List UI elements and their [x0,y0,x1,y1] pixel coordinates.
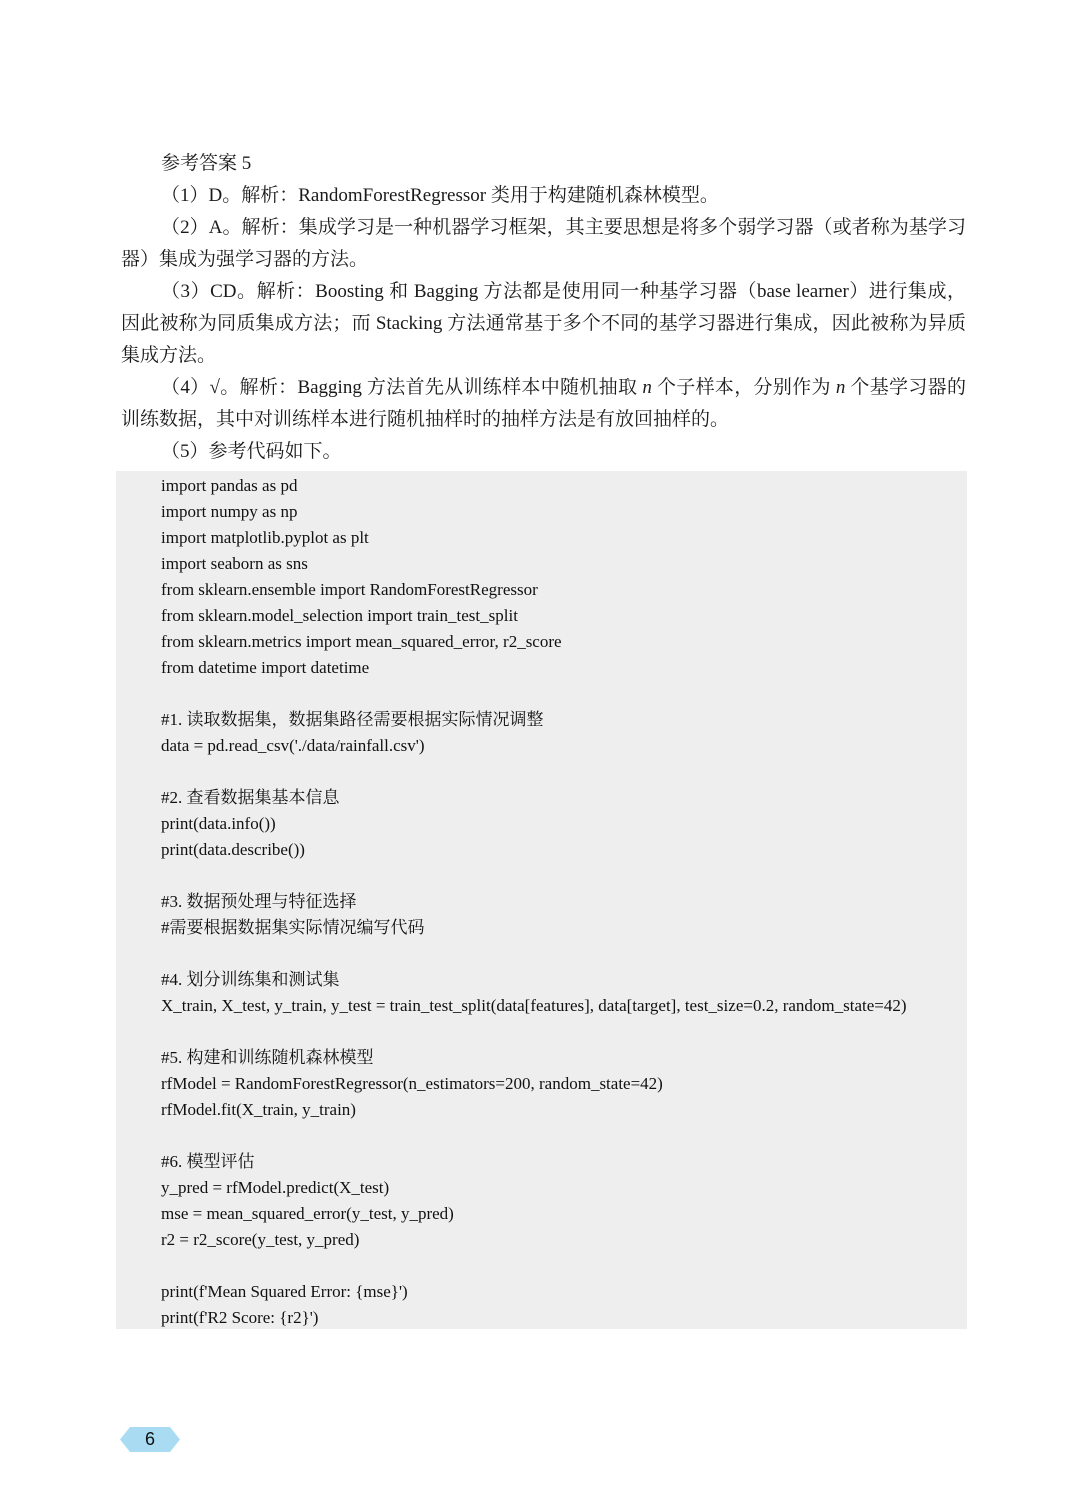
answer-4-text-after: 个基学习器的训练数据，其中对训练样本进行随机抽样时的抽样方法是有放回抽样的。 [121,377,966,430]
variable-n: n [835,377,846,398]
code-line [161,863,967,889]
code-block [116,471,967,1329]
answer-3-text: CD。解析：Boosting 和 Bagging 方法都是使用同一种基学习器（base learner）进行集成，因此被称为同质集成方法；而 Stacking 方法通常基于多个不同的基学习器进行集成，因此被称为异质集成方法。 [121,281,966,366]
code-line: data = pd.read_csv('./data/rainfall.csv') [161,736,425,755]
answer-3-label: （3） [161,281,211,302]
code-line [161,1253,967,1279]
code-line: from sklearn.ensemble import RandomForestRegressor [161,580,538,599]
code-line: from sklearn.metrics import mean_squared_error, r2_score [161,632,562,651]
answer-2-label: （2） [161,217,209,238]
code-line: #1. 读取数据集，数据集路径需要根据实际情况调整 [161,710,544,729]
code-line: import seaborn as sns [161,554,308,573]
answer-4 [121,372,966,436]
answer-1-text: D。解析：RandomForestRegressor 类用于构建随机森林模型。 [208,185,719,206]
code-line: #2. 查看数据集基本信息 [161,788,340,807]
page-number-badge [120,1427,180,1452]
code-line: print(data.info()) [161,814,276,833]
code-line [161,759,967,785]
section-heading: 参考答案 5 [161,153,252,174]
code-line: import matplotlib.pyplot as plt [161,528,369,547]
answer-4-label: （4） [161,377,210,398]
code-line: mse = mean_squared_error(y_test, y_pred) [161,1204,454,1223]
code-line [161,941,967,967]
answer-5-text: 参考代码如下。 [208,441,342,462]
answer-5 [121,436,966,468]
code-line: from sklearn.model_selection import train_test_split [161,606,518,625]
code-line: print(f'Mean Squared Error: {mse}') [161,1282,408,1301]
code-line: X_train, X_test, y_train, y_test = train_test_split(data[features], data[target], test_size=0.2, random_state=42) [161,996,907,1015]
answer-3 [121,276,966,372]
code-line: #5. 构建和训练随机森林模型 [161,1048,374,1067]
code-line: print(data.describe()) [161,840,305,859]
code-line: print(f'R2 Score: {r2}') [161,1308,319,1327]
answer-section [121,148,966,468]
code-line: rfModel.fit(X_train, y_train) [161,1100,356,1119]
variable-n: n [642,377,652,398]
page-number: 6 [144,1429,155,1449]
code-line: y_pred = rfModel.predict(X_test) [161,1178,390,1197]
answer-1 [121,180,966,212]
code-line: #3. 数据预处理与特征选择 [161,892,357,911]
code-line [161,681,967,707]
answer-1-label: （1） [161,185,209,206]
code-line [161,1123,967,1149]
answer-5-label: （5） [161,441,209,462]
code-line: #需要根据数据集实际情况编写代码 [161,918,425,937]
code-line: #4. 划分训练集和测试集 [161,970,340,989]
answer-4-text-middle: 个子样本，分别作为 [651,377,836,398]
code-line: #6. 模型评估 [161,1152,255,1171]
answer-4-text-before: √。解析：Bagging 方法首先从训练样本中随机抽取 [209,377,643,398]
answer-2-text: A。解析：集成学习是一种机器学习框架，其主要思想是将多个弱学习器（或者称为基学习器）集成为强学习器的方法。 [121,217,966,270]
code-line [161,1019,967,1045]
answer-2 [121,212,966,276]
code-line: r2 = r2_score(y_test, y_pred) [161,1230,360,1249]
code-line: from datetime import datetime [161,658,370,677]
code-line: import numpy as np [161,502,298,521]
code-line: rfModel = RandomForestRegressor(n_estimators=200, random_state=42) [161,1074,663,1093]
code-line: import pandas as pd [161,476,298,495]
